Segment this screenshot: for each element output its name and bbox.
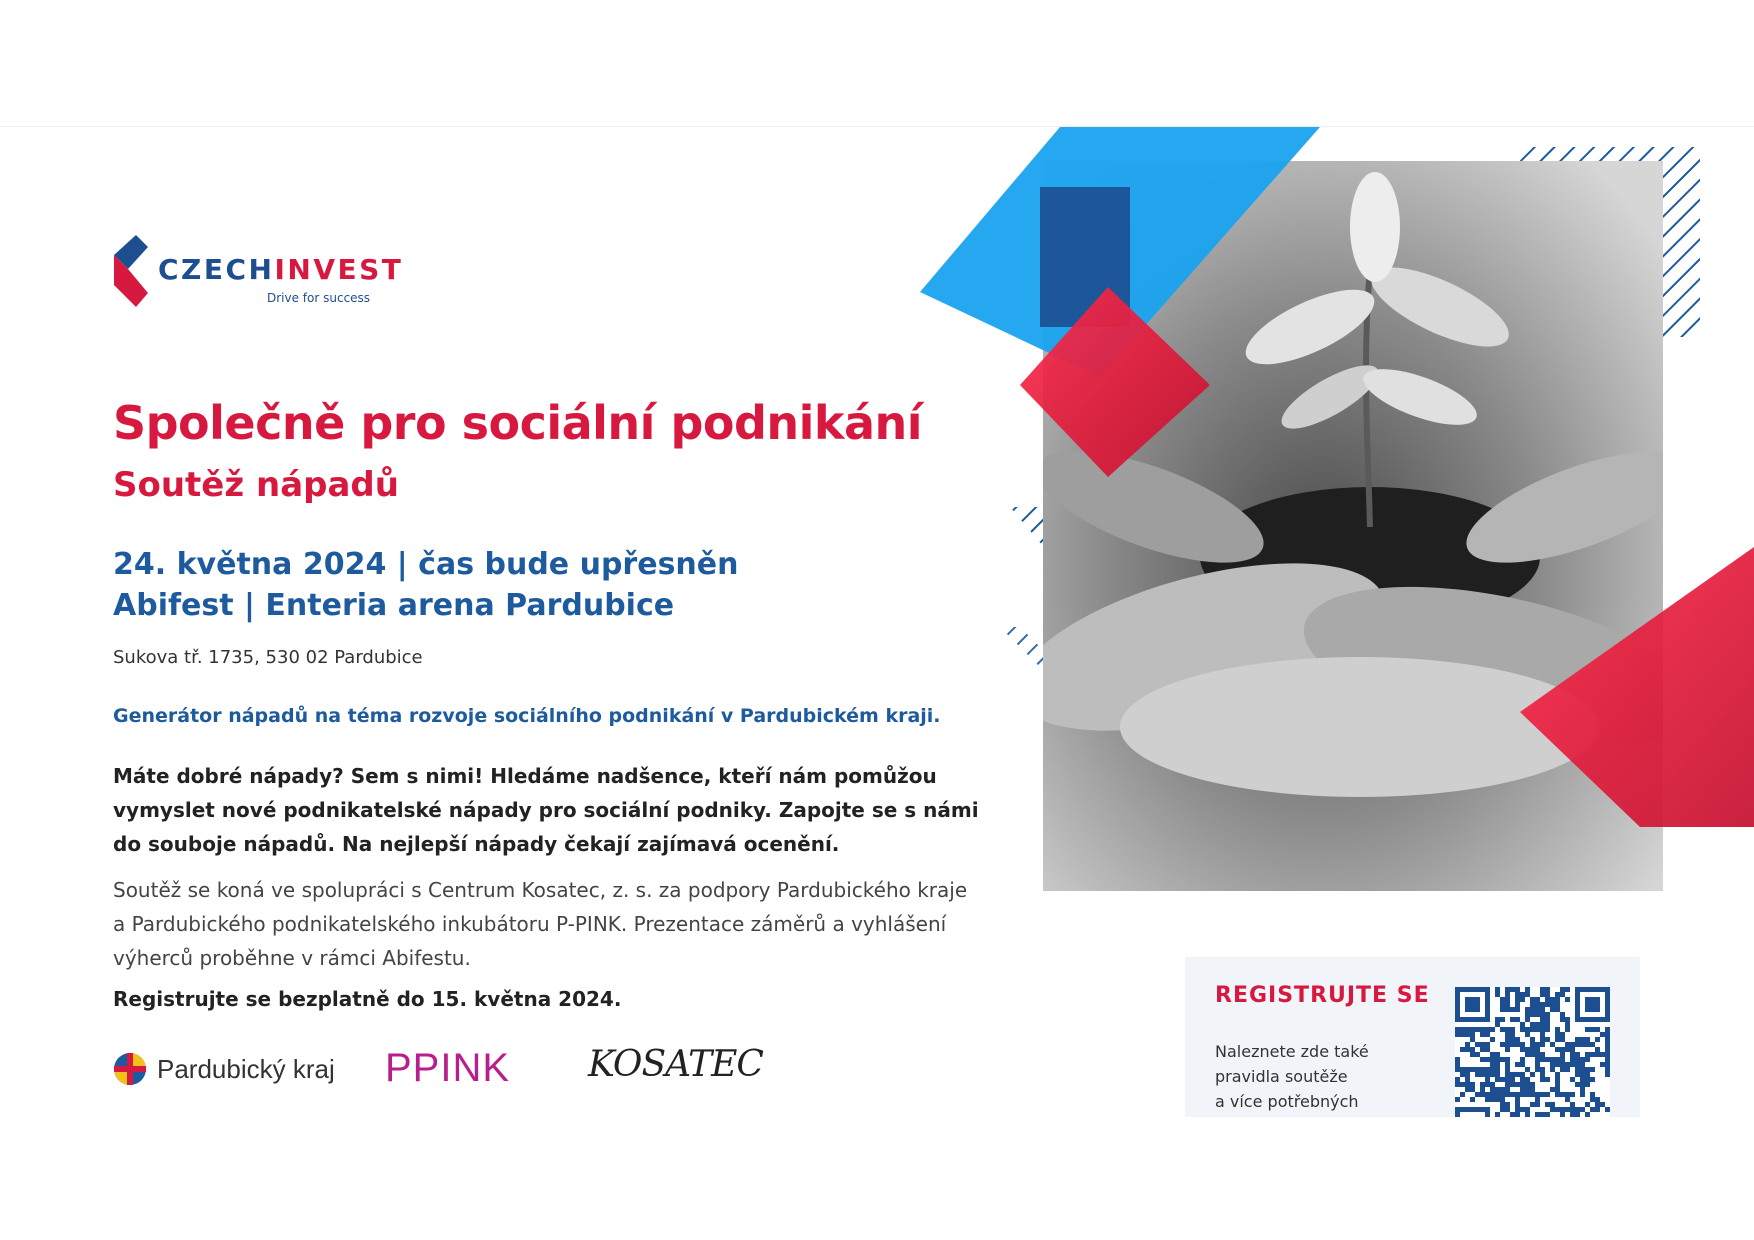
event-title: Společně pro sociální podnikání (113, 396, 923, 450)
event-venue: Abifest | Enteria arena Pardubice (113, 588, 675, 623)
coop-line: Soutěž se koná ve spolupráci s Centrum Kosatec, z. s. za podpory Pardubického kraje (113, 878, 968, 902)
event-address: Sukova tř. 1735, 530 02 Pardubice (113, 647, 423, 668)
partner-logos (113, 1044, 763, 1104)
registration-deadline: Registrujte se bezplatně do 15. května 2024. (113, 987, 622, 1011)
logo-wordmark (158, 253, 403, 286)
registration-desc-line: Naleznete zde také (1215, 1042, 1369, 1061)
czechinvest-logo-mark (114, 235, 154, 307)
top-band (0, 0, 1754, 127)
logo-word-invest: INVEST (274, 253, 404, 286)
pardubicky-kraj-label: Pardubický kraj (157, 1053, 335, 1084)
logo-word-czech: CZECH (158, 253, 275, 286)
coop-line: a Pardubického podnikatelského inkubátoru P-PINK. Prezentace záměrů a vyhlášení (113, 912, 947, 936)
coop-line: výherců proběhne v rámci Abifestu. (113, 946, 471, 970)
event-cooperation (113, 873, 1013, 975)
czechinvest-logo (114, 235, 414, 315)
qr-code[interactable] (1455, 987, 1610, 1117)
pardubicky-kraj-emblem-icon (113, 1052, 147, 1086)
ppink-logo: PPINK (385, 1046, 511, 1090)
intro-line: do souboje nápadů. Na nejlepší nápady čekají zajímavá ocenění. (113, 832, 840, 856)
invitation-page (0, 127, 1754, 1117)
hero-visual (900, 127, 1754, 927)
registration-desc-line: a více potřebných (1215, 1092, 1359, 1111)
intro-line: Máte dobré nápady? Sem s nimi! Hledáme nadšence, kteří nám pomůžou (113, 764, 937, 788)
intro-line: vymyslet nové podnikatelské nápady pro sociální podniky. Zapojte se s námi (113, 798, 979, 822)
event-intro (113, 759, 979, 861)
event-subtitle: Soutěž nápadů (113, 465, 399, 505)
registration-panel (1185, 957, 1640, 1117)
registration-desc-line: pravidla soutěže (1215, 1067, 1348, 1086)
pardubicky-kraj-logo (113, 1052, 335, 1086)
event-generator-text: Generátor nápadů na téma rozvoje sociálního podnikání v Pardubickém kraji. (113, 705, 941, 727)
event-date: 24. května 2024 | čas bude upřesněn (113, 547, 739, 582)
logo-tagline: Drive for success (267, 291, 371, 305)
kosatec-logo: KOSATEC (588, 1044, 763, 1085)
registration-title[interactable]: REGISTRUJTE SE (1215, 983, 1430, 1008)
registration-description (1215, 1039, 1369, 1114)
